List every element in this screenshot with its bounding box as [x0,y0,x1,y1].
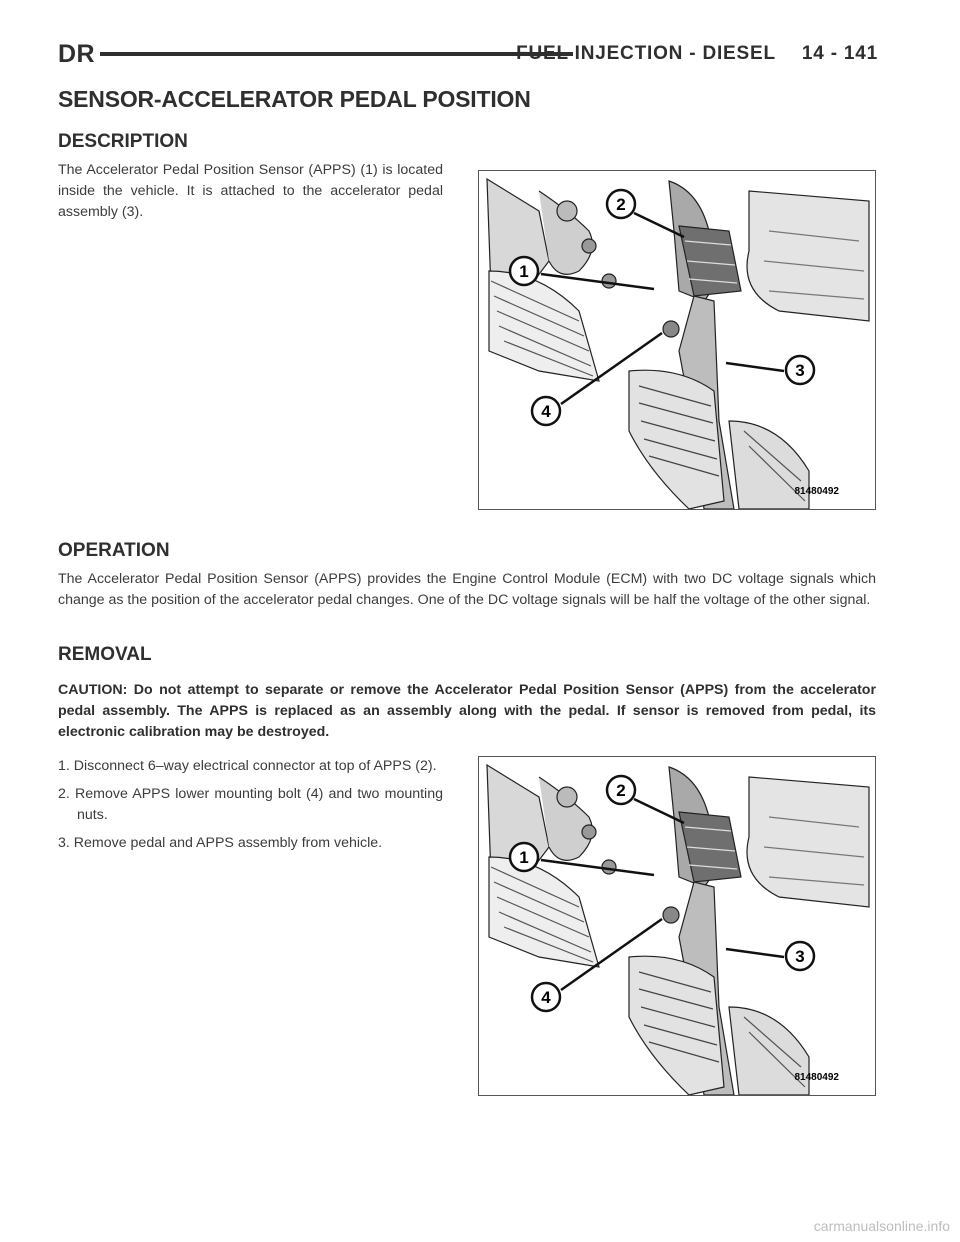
operation-text: The Accelerator Pedal Position Sensor (APPS) provides the Engine Control Module (ECM) with two DC voltage signals which change as the position of the accelerator pedal changes. One of the DC voltage signals will be half the voltage of the other signal. [58,571,876,608]
caution-text: CAUTION: Do not attempt to separate or remove the Accelerator Pedal Position Sensor (APPS) from the accelerator pedal assembly. The APPS is replaced as an assembly along with the pedal. If sensor is removed from pedal, its electronic calibration may be destroyed. [58,682,876,740]
description-text: The Accelerator Pedal Position Sensor (APPS) (1) is located inside the vehicle. It is attached to the accelerator pedal assembly (3). [58,162,443,220]
header-section-page [516,43,878,65]
header-rule [100,52,573,56]
callout-1: 1 [519,848,529,867]
callout-2: 2 [616,781,626,800]
pedal-illustration [479,757,875,1095]
removal-step: 3. Remove pedal and APPS assembly from vehicle. [58,835,383,851]
description-heading: DESCRIPTION [58,131,188,152]
header-page-number: 14 - 141 [801,43,878,64]
figure-apps-description [478,170,876,510]
figure-code: 81480492 [794,486,839,497]
callout-4: 4 [541,402,551,421]
removal-steps [58,756,443,861]
page-title: SENSOR-ACCELERATOR PEDAL POSITION [58,86,531,112]
figure-code: 81480492 [794,1072,839,1083]
operation-heading: OPERATION [58,540,170,561]
watermark: carmanualsonline.info [813,1218,950,1234]
removal-heading: REMOVAL [58,644,152,665]
page-header [58,40,878,70]
callout-1: 1 [519,262,529,281]
header-section: FUEL INJECTION - DIESEL [516,43,776,64]
pedal-illustration [479,171,875,509]
callout-4: 4 [541,988,551,1007]
header-model: DR [58,40,96,68]
removal-step: 2. Remove APPS lower mounting bolt (4) and two mounting nuts. [58,786,443,823]
removal-step: 1. Disconnect 6–way electrical connector at top of APPS (2). [58,758,437,774]
callout-3: 3 [795,947,805,966]
figure-apps-removal [478,756,876,1096]
callout-2: 2 [616,195,626,214]
callout-3: 3 [795,361,805,380]
